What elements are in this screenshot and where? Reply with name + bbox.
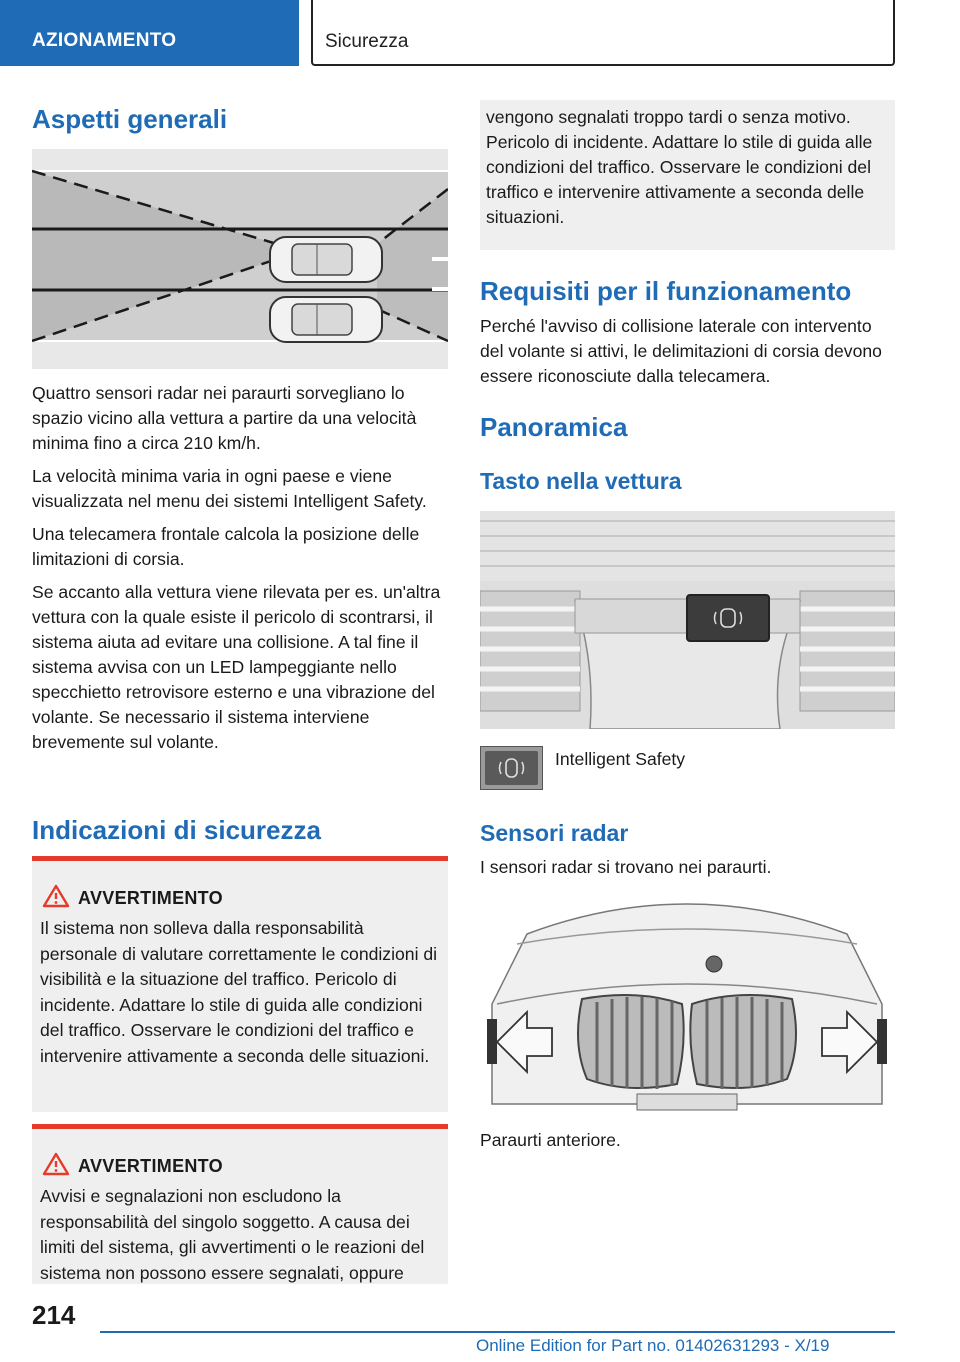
heading-overview: Panoramica [480,412,628,442]
para-min-speed: La velocità minima varia in ogni paese e viene visualizzata nel menu dei sistemi Intelligent Safety. [32,466,427,511]
front-bumper-illustration [487,894,887,1116]
chapter-title: AZIONAMENTO [32,30,177,51]
para-requirements: Perché l'avviso di collisione laterale con intervento del volante si attivi, le delimitazioni di corsia devono essere riconosciute dalla telecamera. [480,316,882,386]
button-label: Intelligent Safety [555,749,686,769]
para-camera: Una telecamera frontale calcola la posizione delle limitazioni di corsia. [32,524,420,569]
heading-requirements: Requisiti per il funzionamento [480,276,852,306]
dashboard-vents-diagram [480,511,895,729]
warning-1-title: AVVERTIMENTO [78,888,223,908]
warning-2-continued-text: vengono segnalati troppo tardi o senza motivo. Pericolo di incidente. Adattare lo stile di guida alle condizioni del traffico. Osservare le condizioni del traffico e intervenire attivamente a seconda delle situazioni. [486,107,873,227]
warning-2-text: Avvisi e segnalazioni non escludono la responsabilità del singolo soggetto. A causa dei limiti del sistema, gli avvertimenti o le reazioni del sistema non possono essere segnalati, oppure [40,1186,425,1283]
caption-bumper: Paraurti anteriore. [480,1130,621,1150]
dashboard-button-illustration [480,511,895,729]
warning-2-title: AVVERTIMENTO [78,1156,223,1176]
page-number: 214 [32,1300,76,1330]
heading-safety: Indicazioni di sicurezza [32,815,321,845]
subheading-radar: Sensori radar [480,820,629,846]
intelligent-safety-button[interactable] [480,746,543,790]
warning-box-1 [32,856,448,1112]
warning-triangle-icon [42,1152,70,1176]
para-radar-sensors: Quattro sensori radar nei paraurti sorvegliano lo spazio vicino alla vettura a partire da una velocità minima fino a circa 210 km/h. [32,383,417,453]
warning-box-2 [32,1124,448,1284]
warning-1-text: Il sistema non solleva dalla responsabilità personale di valutare correttamente le condizioni di visibilità e la situazione del traffico. Pericolo di incidente. Adattare lo stile di guida alle condizioni del traffico. Osservare le condizioni del traffico e intervenire attivamente a seconda delle situazioni. [40,918,438,1066]
intelligent-safety-icon [485,751,538,785]
front-bumper-diagram [487,894,887,1116]
section-title: Sicurezza [325,31,409,52]
section-tab [311,0,895,66]
warning-triangle-icon [42,884,70,908]
heading-general: Aspetti generali [32,104,228,134]
chapter-tab [0,0,299,66]
para-radar-location: I sensori radar si trovano nei paraurti. [480,857,772,877]
edition-footer: Online Edition for Part no. 01402631293 - X/19 [476,1336,830,1355]
subheading-button: Tasto nella vettura [480,468,682,494]
warning-box-2-continued [480,100,895,250]
lane-illustration [32,149,448,369]
footer-divider [100,1331,895,1333]
para-collision: Se accanto alla vettura viene rilevata per es. un'altra vettura con la quale esiste il pericolo di scontrarsi, il sistema aiuta ad evitare una collisione. A tal fine il sistema avvisa con un LED lampeggiante nello specchietto retrovisore esterno e una vibrazione del volante. Se necessario il sistema interviene brevemente sul volante. [32,582,441,752]
lane-radar-diagram [32,149,448,369]
